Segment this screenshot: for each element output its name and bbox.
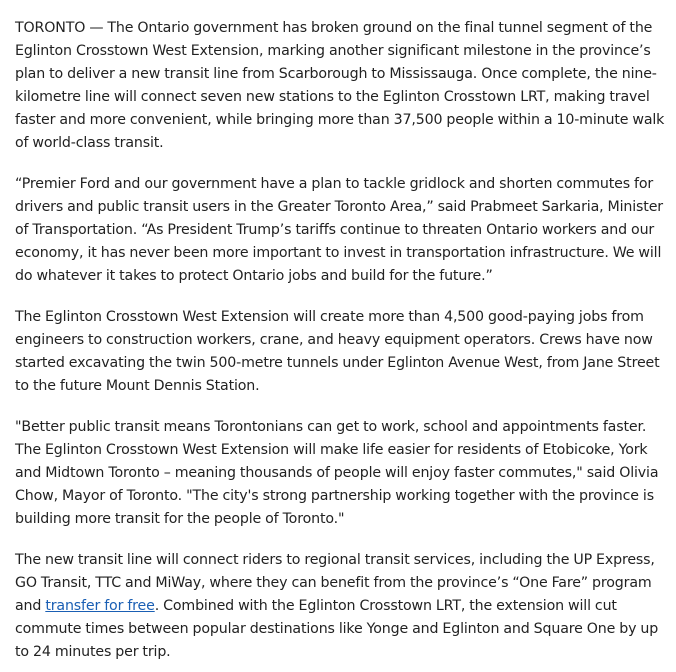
paragraph-jobs: The Eglinton Crosstown West Extension will create more than 4,500 good-paying jobs from engineers to construction workers, crane, and heavy equipment operators. Crews have now started excavating the twin 500-metre tunnels under Eglinton Avenue West, from Jane Street to the future Mount Dennis Station.	[15, 309, 660, 394]
paragraph-minister-quote: “Premier Ford and our government have a plan to tackle gridlock and shorten commutes for drivers and public transit users in the Greater Toronto Area,” said Prabmeet Sarkaria, Minister of Transportation. “As President Trump’s tariffs continue to threaten Ontario workers and our economy, it has never been more important to invest in transportation infrastructure. We will do whatever it takes to protect Ontario jobs and build for the future.”	[15, 176, 663, 284]
paragraph-text-before-link: The new transit line will connect riders to regional transit services, including the UP Express, GO Transit, TTC and MiWay, where they can benefit from the province’s “One Fare” program and	[15, 552, 655, 614]
paragraph-text-after-link: . Combined with the Eglinton Crosstown LRT, the extension will cut commute times between popular destinations like Yonge and Eglinton and Square One by up to 24 minutes per trip.	[15, 598, 659, 660]
paragraph-intro: TORONTO — The Ontario government has broken ground on the final tunnel segment of the Eglinton Crosstown West Extension, marking another significant milestone in the province’s plan to deliver a new transit line from Scarborough to Mississauga. Once complete, the nine-kilometre line will connect seven new stations to the Eglinton Crosstown LRT, making travel faster and more convenient, while bringing more than 37,500 people within a 10-minute walk of world-class transit.	[15, 20, 665, 151]
transfer-for-free-link[interactable]: transfer for free	[45, 598, 155, 614]
paragraph-transit-connections	[15, 549, 670, 664]
paragraph-mayor-quote: "Better public transit means Torontonians can get to work, school and appointments faster. The Eglinton Crosstown West Extension will make life easier for residents of Etobicoke, York and Midtown Toronto – meaning thousands of people will enjoy faster commutes," said Olivia Chow, Mayor of Toronto. "The city's strong partnership working together with the province is building more transit for the people of Toronto."	[15, 419, 659, 527]
